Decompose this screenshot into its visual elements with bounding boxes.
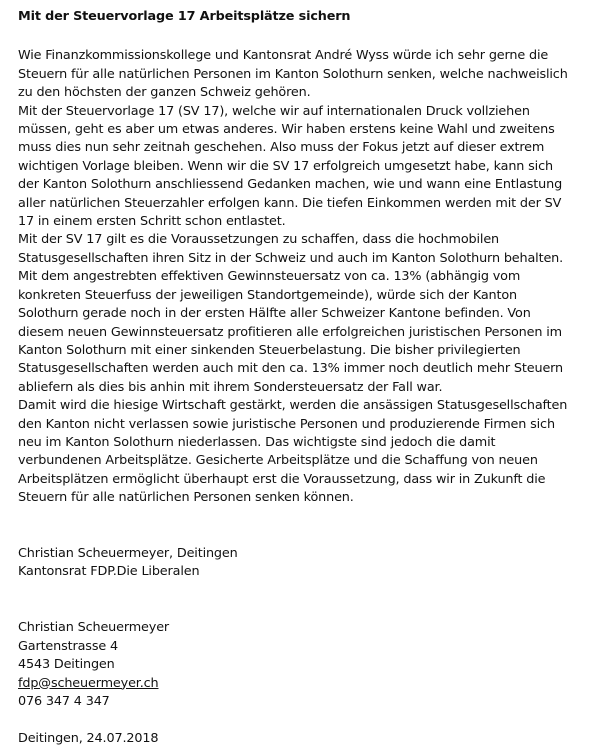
address-phone: 076 347 4 347 [18, 694, 110, 709]
address-name: Christian Scheuermeyer [18, 620, 170, 636]
address-street: Gartenstrasse 4 [18, 638, 118, 654]
paragraph-sv17-context: Mit der Steuervorlage 17 (SV 17), welche wir auf internationalen Druck vollziehen müssen, geht es aber um etwas anderes. Wir haben erstens keine Wahl und zweitens muss dies nun sehr zeitnah geschehen. Also muss der Fokus jetzt auf dieser extrem wichtigen Vorlage bleiben. Wenn wir die SV 17 erfolgreich umgesetzt habe, kann sich der Kanton Solothurn anschliessend Gedanken machen, wie und wann eine Entlastung aller natürlichen Steuerzahler erfolgen kann. Die tiefen Einkommen werden mit der SV 17 in einem ersten Schritt schon entlastet. [18, 103, 563, 230]
paragraph-wirtschaft: Damit wird die hiesige Wirtschaft gestärkt, werden die ansässigen Statusgesellschaften den Kanton nicht verlassen sowie juristische Personen und produzierende Firmen sich neu im Kanton Solothurn niederlassen. Das wichtigste sind jedoch die damit verbundenen Arbeitsplätze. Gesicherte Arbeitsplätze und die Schaffung von neuen Arbeitsplätzen ermöglicht überhaupt erst die Voraussetzung, dass wir in Zukunft die Steuern für alle natürlichen Personen senken können. [18, 398, 568, 506]
document-title: Mit der Steuervorlage 17 Arbeitsplätze sichern [18, 9, 351, 24]
address-city: 4543 Deitingen [18, 657, 115, 673]
date-line: Deitingen, 24.07.2018 [18, 731, 159, 747]
address-block [18, 619, 576, 711]
signature-block [18, 545, 576, 582]
paragraph-intro: Wie Finanzkommissionskollege und Kantonsrat André Wyss würde ich sehr gerne die Steuern für alle natürlichen Personen im Kanton Solothurn senken, welche nachweislich zu den höchsten der ganzen Schweiz gehören. [18, 48, 568, 101]
paragraph-statusgesellschaften: Mit der SV 17 gilt es die Voraussetzungen zu schaffen, dass die hochmobilen Statusgesellschaften ihren Sitz in der Schweiz und auch im Kanton Solothurn behalten. Mit dem angestrebten effektiven Gewinnsteuersatz von ca. 13% (abhängig vom konkreten Steuerfuss der jeweiligen Standortgemeinde), würde sich der Kanton Solothurn gerade noch in der ersten Hälfte aller Schweizer Kantone befinden. Von diesem neuen Gewinnsteuersatz profitieren alle erfolgreichen juristischen Personen im Kanton Solothurn mit einer sinkenden Steuerbelastung. Die bisher privilegierten Statusgesellschaften werden auch mit den ca. 13% immer noch deutlich mehr Steuern abliefern als dies bis anhin mit ihrem Sondersteuersatz der Fall war. [18, 232, 564, 395]
signature-name-location: Christian Scheuermeyer, Deitingen [18, 545, 238, 561]
email-link[interactable]: fdp@scheuermeyer.ch [18, 675, 159, 691]
signature-role: Kantonsrat FDP.Die Liberalen [18, 563, 200, 579]
